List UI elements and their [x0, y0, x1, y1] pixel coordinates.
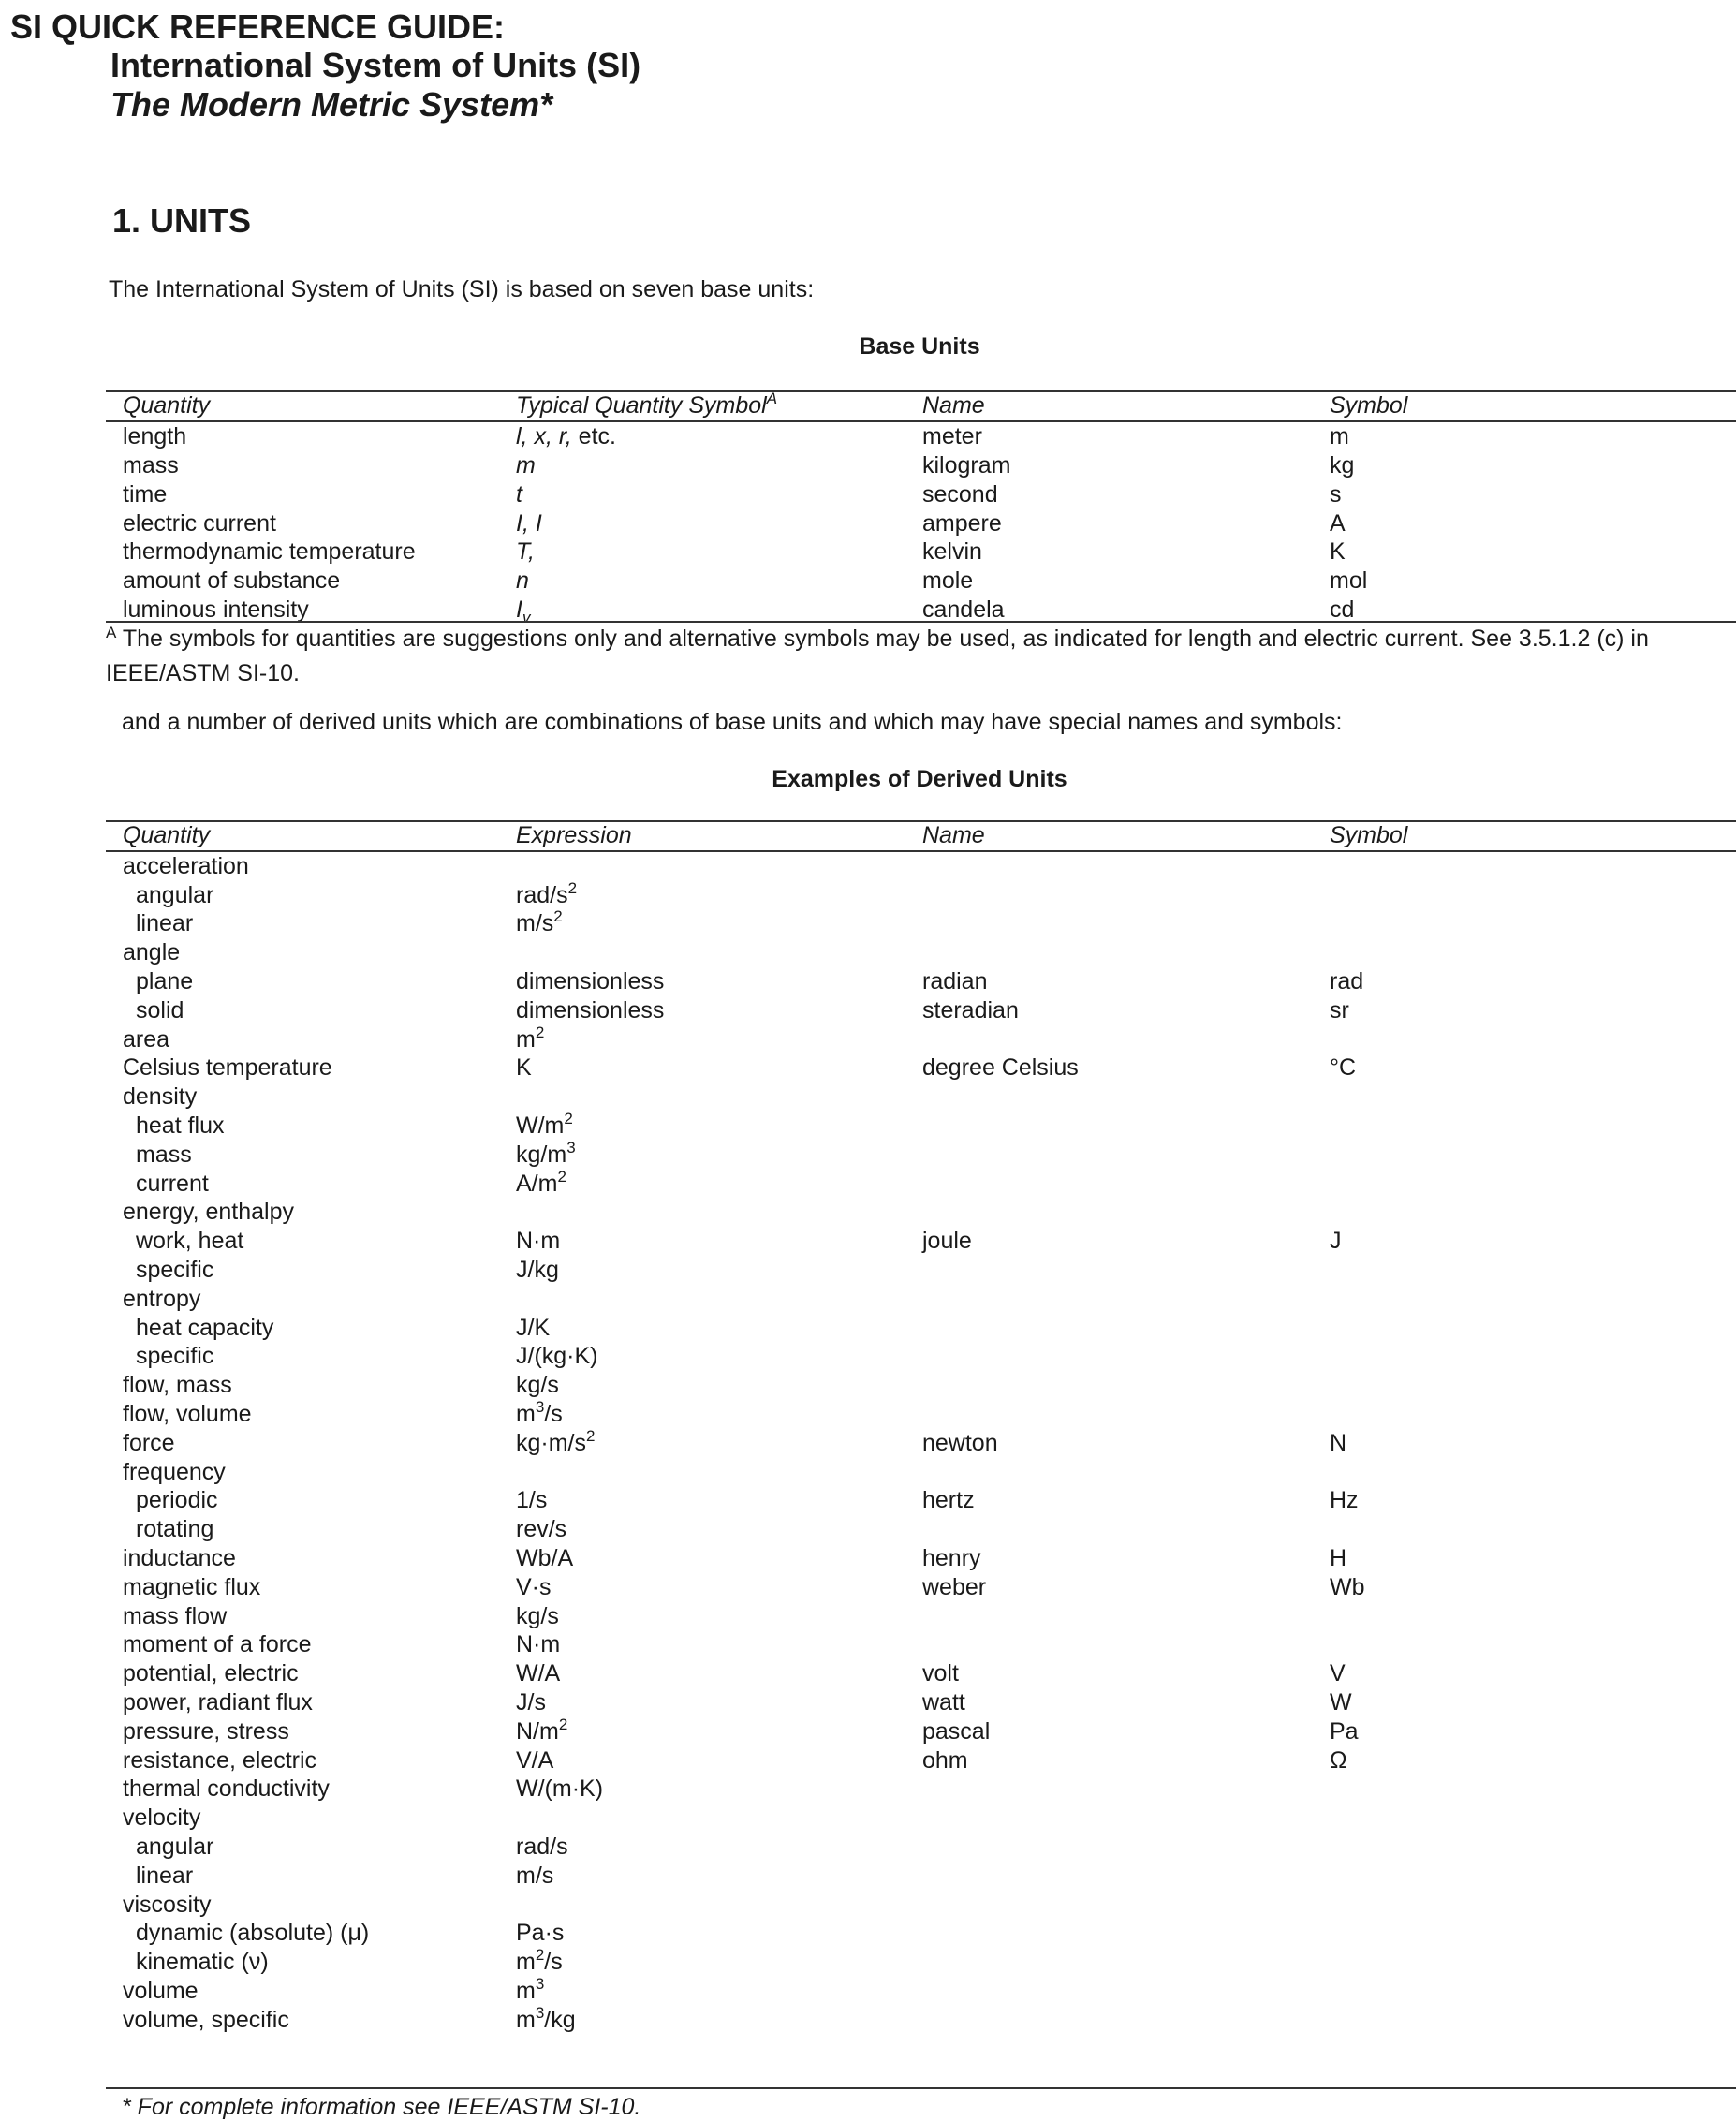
table-row — [106, 538, 1736, 567]
base-table-footnote: $^A$ The symbols for quantities are suggestions only and alternative symbols may be used, as indicated for length and electric current. See 3.5.1.2 (c) in IEEE/ASTM SI-10. — [106, 624, 1649, 686]
unit-name-cell: second — [922, 480, 998, 508]
guide-title: SI QUICK REFERENCE GUIDE: — [10, 7, 506, 46]
quantity-cell: time — [123, 480, 168, 508]
quantity-symbol-extra: etc. — [571, 422, 616, 449]
header-name: Name — [922, 392, 985, 419]
expression-text: dimensionless — [516, 968, 665, 995]
expression-cell — [516, 967, 664, 996]
table-row — [106, 967, 1736, 996]
expression-text: J/kg — [516, 1257, 559, 1284]
table-row — [106, 1285, 1736, 1314]
expression-cell — [516, 1515, 566, 1544]
expression-exponent: 2 — [535, 1023, 545, 1041]
quantity-cell: work, heat — [136, 1228, 244, 1255]
header-quantity: Quantity — [123, 822, 211, 848]
quantity-cell: moment of a force — [123, 1631, 312, 1658]
table-row — [106, 1948, 1736, 1977]
expression-exponent: 3 — [535, 1398, 545, 1417]
expression-cell — [516, 1919, 564, 1948]
expression-exponent: 3 — [535, 1974, 545, 1993]
expression-cell — [516, 2003, 576, 2037]
table-row — [106, 1138, 1736, 1170]
table-row — [106, 1025, 1736, 1054]
expression-text: rad/s — [516, 1833, 568, 1860]
quantity-cell: flow, volume — [123, 1401, 252, 1428]
table-row — [106, 878, 1736, 910]
table-row — [106, 1314, 1736, 1343]
quantity-cell: resistance, electric — [123, 1746, 317, 1774]
expression-text: K — [516, 1054, 532, 1082]
table-row — [106, 1371, 1736, 1400]
quantity-cell: rotating — [136, 1516, 214, 1543]
unit-name-cell: kilogram — [922, 451, 1011, 479]
table-row — [106, 1573, 1736, 1602]
expression-exponent: 2 — [557, 1167, 566, 1186]
table-row — [106, 480, 1736, 509]
expression-text: W/m — [516, 1112, 565, 1140]
quantity-cell: volume, specific — [123, 2006, 289, 2033]
quantity-cell: angular — [136, 1833, 214, 1860]
base-table-header — [106, 391, 1736, 420]
expression-cell — [516, 1573, 552, 1602]
header-typical-symbol: Typical Quantity Symbol$^A$ — [516, 390, 778, 419]
quantity-cell: angular — [136, 881, 214, 908]
unit-symbol-cell: N — [1330, 1429, 1347, 1456]
expression-cell — [516, 1426, 596, 1460]
unit-symbol-cell: V — [1330, 1660, 1346, 1687]
expression-text: Wb/A — [516, 1545, 574, 1572]
expression-suffix: /s — [544, 1401, 563, 1428]
table-row — [106, 509, 1736, 538]
quantity-cell: linear — [136, 1862, 194, 1889]
expression-text: m — [516, 1977, 536, 2004]
unit-symbol-cell: A — [1330, 509, 1346, 537]
unit-name-cell: volt — [922, 1660, 959, 1687]
expression-cell — [516, 1167, 566, 1200]
quantity-cell: thermal conductivity — [123, 1775, 330, 1803]
table-row — [106, 1919, 1736, 1948]
table-row — [106, 1630, 1736, 1659]
quantity-symbol: T, — [516, 538, 535, 566]
expression-text: m — [516, 1949, 536, 1976]
expression-cell — [516, 1833, 568, 1862]
expression-text: J/s — [516, 1689, 546, 1716]
base-units-caption: Base Units — [859, 333, 980, 360]
derived-table-header — [106, 821, 1736, 850]
expression-exponent: 2 — [564, 1110, 573, 1128]
quantity-cell: volume — [123, 1977, 199, 2004]
unit-symbol-cell: m — [1330, 422, 1349, 449]
unit-name-cell: ohm — [922, 1746, 968, 1774]
table-row — [106, 1342, 1736, 1371]
quantity-cell: force — [123, 1429, 175, 1456]
table-row — [106, 567, 1736, 596]
unit-name-cell: radian — [922, 968, 988, 995]
unit-name-cell: meter — [922, 422, 982, 449]
expression-text: m — [516, 2006, 536, 2033]
expression-cell — [516, 1025, 544, 1056]
unit-symbol-cell: J — [1330, 1228, 1342, 1255]
header-symbol: Symbol — [1330, 392, 1408, 419]
expression-text: W/A — [516, 1660, 561, 1687]
expression-cell — [516, 1717, 567, 1748]
table-row — [106, 451, 1736, 480]
table-row — [106, 1112, 1736, 1141]
table-row — [106, 1775, 1736, 1804]
quantity-cell: mass flow — [123, 1602, 228, 1629]
expression-text: V/A — [516, 1746, 554, 1774]
unit-symbol-cell: rad — [1330, 968, 1364, 995]
expression-suffix: /kg — [544, 2006, 576, 2033]
table-row — [106, 2003, 1736, 2035]
quantity-cell: electric current — [123, 509, 276, 537]
expression-cell — [516, 1862, 553, 1891]
quantity-symbol: l, x, r, — [516, 422, 572, 449]
unit-symbol-cell: kg — [1330, 451, 1355, 479]
header-symbol: Symbol — [1330, 822, 1408, 848]
quantity-cell: periodic — [136, 1487, 218, 1514]
expression-text: N·m — [516, 1228, 561, 1255]
header-expression: Expression — [516, 822, 632, 848]
expression-exponent: 2 — [558, 1715, 568, 1733]
expression-text: kg/m — [516, 1141, 567, 1168]
expression-cell — [516, 1659, 560, 1688]
quantity-cell: heat flux — [136, 1112, 225, 1140]
quantity-symbol-cell — [516, 509, 542, 538]
quantity-cell: density — [123, 1083, 198, 1111]
table-row — [106, 422, 1736, 451]
table-row — [106, 1167, 1736, 1199]
unit-symbol-cell: mol — [1330, 567, 1368, 595]
quantity-cell: energy, enthalpy — [123, 1199, 294, 1226]
table-row — [106, 1515, 1736, 1544]
unit-symbol-cell: °C — [1330, 1054, 1357, 1082]
quantity-cell: luminous intensity — [123, 597, 309, 624]
page-footnote: * For complete information see IEEE/ASTM SI-10. — [122, 2094, 641, 2120]
derived-units-caption: Examples of Derived Units — [772, 766, 1067, 792]
guide-subtitle-italic: The Modern Metric System* — [110, 85, 553, 124]
expression-cell — [516, 1688, 546, 1717]
quantity-symbol: I, I — [516, 509, 542, 537]
expression-text: kg/s — [516, 1372, 559, 1399]
unit-symbol-cell: s — [1330, 480, 1342, 508]
unit-symbol-cell: Pa — [1330, 1717, 1359, 1745]
quantity-cell: velocity — [123, 1804, 201, 1832]
expression-exponent: 2 — [553, 907, 563, 926]
quantity-symbol-subscript: v — [522, 609, 531, 627]
expression-text: W/(m·K) — [516, 1775, 604, 1803]
expression-text: kg·m/s — [516, 1429, 586, 1456]
unit-name-cell: kelvin — [922, 538, 982, 566]
expression-text: A/m — [516, 1170, 558, 1197]
quantity-cell: mass — [123, 451, 179, 479]
unit-symbol-cell: Ω — [1330, 1746, 1347, 1774]
expression-cell — [516, 1227, 560, 1256]
header-name: Name — [922, 822, 985, 848]
expression-suffix: /s — [544, 1949, 563, 1976]
table-row — [106, 1746, 1736, 1775]
table-row — [106, 996, 1736, 1025]
expression-exponent: 2 — [586, 1426, 596, 1445]
expression-cell — [516, 1602, 559, 1631]
quantity-cell: area — [123, 1025, 170, 1053]
expression-cell — [516, 909, 563, 940]
quantity-symbol-cell — [516, 451, 536, 480]
expression-text: dimensionless — [516, 996, 665, 1024]
table-row — [106, 1053, 1736, 1083]
expression-cell — [516, 1544, 573, 1573]
quantity-cell: plane — [136, 968, 194, 995]
table-row — [106, 1400, 1736, 1429]
unit-symbol-cell: Hz — [1330, 1487, 1359, 1514]
section-intro: The International System of Units (SI) is based on seven base units: — [109, 276, 815, 302]
quantity-cell: power, radiant flux — [123, 1689, 313, 1716]
expression-cell — [516, 1630, 560, 1659]
quantity-cell: angle — [123, 939, 181, 966]
table-row — [106, 1717, 1736, 1746]
quantity-cell: flow, mass — [123, 1372, 232, 1399]
expression-text: 1/s — [516, 1487, 548, 1514]
table-row — [106, 1602, 1736, 1631]
unit-name-cell: weber — [922, 1573, 987, 1600]
quantity-cell: solid — [136, 996, 184, 1024]
table-row — [106, 1891, 1736, 1920]
quantity-cell: amount of substance — [123, 567, 341, 595]
quantity-symbol: I — [516, 597, 522, 624]
expression-exponent: 2 — [567, 878, 578, 897]
quantity-cell: specific — [136, 1257, 214, 1284]
unit-symbol-cell: sr — [1330, 996, 1349, 1024]
expression-text: kg/s — [516, 1602, 559, 1629]
quantity-symbol-cell — [516, 422, 616, 451]
quantity-cell: specific — [136, 1343, 214, 1370]
quantity-cell: mass — [136, 1141, 192, 1168]
expression-cell — [516, 1371, 559, 1400]
unit-symbol-cell: W — [1330, 1689, 1352, 1716]
page-footnote-rule — [106, 2087, 1736, 2089]
quantity-cell: pressure, stress — [123, 1717, 289, 1745]
table-row — [106, 1486, 1736, 1515]
unit-symbol-cell: K — [1330, 538, 1346, 566]
expression-cell — [516, 1053, 532, 1083]
expression-exponent: 3 — [535, 2003, 545, 2022]
quantity-cell: thermodynamic temperature — [123, 538, 416, 566]
unit-name-cell: candela — [922, 597, 1005, 624]
table-row — [106, 1227, 1736, 1256]
expression-text: m/s — [516, 910, 554, 937]
section-heading: 1. UNITS — [112, 201, 252, 240]
expression-cell — [516, 1256, 559, 1285]
quantity-symbol-cell — [516, 538, 535, 567]
table-row — [106, 1974, 1736, 2006]
unit-name-cell: ampere — [922, 509, 1002, 537]
expression-exponent: 2 — [535, 1946, 545, 1965]
expression-text: Pa·s — [516, 1920, 565, 1947]
base-table-body — [106, 422, 1736, 625]
derived-table-body — [106, 852, 1736, 2035]
quantity-cell: inductance — [123, 1545, 236, 1572]
quantity-cell: current — [136, 1170, 209, 1197]
unit-symbol-cell: Wb — [1330, 1573, 1365, 1600]
unit-name-cell: degree Celsius — [922, 1054, 1079, 1082]
unit-name-cell: steradian — [922, 996, 1019, 1024]
quantity-symbol: m — [516, 451, 536, 479]
quantity-cell: dynamic (absolute) (μ) — [136, 1920, 370, 1947]
quantity-cell: potential, electric — [123, 1660, 299, 1687]
table-row — [106, 1426, 1736, 1458]
unit-name-cell: hertz — [922, 1487, 975, 1514]
quantity-symbol-cell — [516, 567, 529, 596]
expression-text: J/K — [516, 1314, 551, 1341]
header-quantity: Quantity — [123, 392, 211, 419]
unit-name-cell: pascal — [922, 1717, 991, 1745]
quantity-symbol: t — [516, 480, 522, 508]
table-row — [106, 1544, 1736, 1573]
table-row — [106, 1862, 1736, 1891]
table-row — [106, 1688, 1736, 1717]
expression-text: J/(kg·K) — [516, 1343, 598, 1370]
expression-text: V·s — [516, 1573, 552, 1600]
derived-intro: and a number of derived units which are combinations of base units and which may have special names and symbols: — [122, 709, 1343, 735]
expression-cell — [516, 996, 664, 1025]
expression-cell — [516, 878, 578, 912]
quantity-cell: kinematic (ν) — [136, 1949, 269, 1976]
unit-symbol-cell: H — [1330, 1545, 1347, 1572]
quantity-symbol: n — [516, 567, 529, 595]
table-row — [106, 938, 1736, 967]
expression-text: rad/s — [516, 881, 568, 908]
table-row — [106, 1804, 1736, 1833]
expression-cell — [516, 1342, 598, 1371]
expression-cell — [516, 1112, 573, 1142]
quantity-cell: length — [123, 422, 187, 449]
expression-cell — [516, 1314, 550, 1343]
expression-text: m/s — [516, 1862, 554, 1889]
expression-cell — [516, 1486, 547, 1515]
expression-cell — [516, 1138, 576, 1171]
expression-text: m — [516, 1025, 536, 1053]
quantity-cell: heat capacity — [136, 1314, 274, 1341]
expression-text: m — [516, 1401, 536, 1428]
quantity-cell: acceleration — [123, 852, 249, 879]
quantity-symbol-cell — [516, 480, 522, 509]
expression-cell — [516, 1775, 603, 1804]
expression-text: N/m — [516, 1717, 559, 1745]
unit-symbol-cell: cd — [1330, 597, 1355, 624]
derived-units-table — [106, 821, 1736, 2035]
table-row — [106, 1256, 1736, 1285]
quantity-cell: linear — [136, 910, 194, 937]
unit-name-cell: watt — [922, 1689, 965, 1716]
expression-cell — [516, 1400, 563, 1431]
expression-exponent: 3 — [566, 1138, 576, 1156]
quantity-cell: frequency — [123, 1458, 226, 1485]
guide-subtitle: International System of Units (SI) — [110, 46, 641, 84]
expression-text: N·m — [516, 1631, 561, 1658]
base-units-table — [106, 391, 1736, 625]
expression-cell — [516, 1746, 553, 1775]
unit-name-cell: newton — [922, 1429, 998, 1456]
table-row — [106, 1659, 1736, 1688]
table-row — [106, 1833, 1736, 1862]
quantity-cell: entropy — [123, 1285, 201, 1312]
table-row — [106, 1198, 1736, 1227]
quantity-cell: magnetic flux — [123, 1573, 261, 1600]
table-row — [106, 852, 1736, 881]
quantity-cell: viscosity — [123, 1891, 212, 1918]
table-row — [106, 909, 1736, 938]
table-row — [106, 1083, 1736, 1112]
quantity-cell: Celsius temperature — [123, 1054, 332, 1082]
expression-text: rev/s — [516, 1516, 567, 1543]
table-row — [106, 1458, 1736, 1487]
unit-name-cell: henry — [922, 1545, 981, 1572]
unit-name-cell: joule — [922, 1228, 972, 1255]
unit-name-cell: mole — [922, 567, 974, 595]
